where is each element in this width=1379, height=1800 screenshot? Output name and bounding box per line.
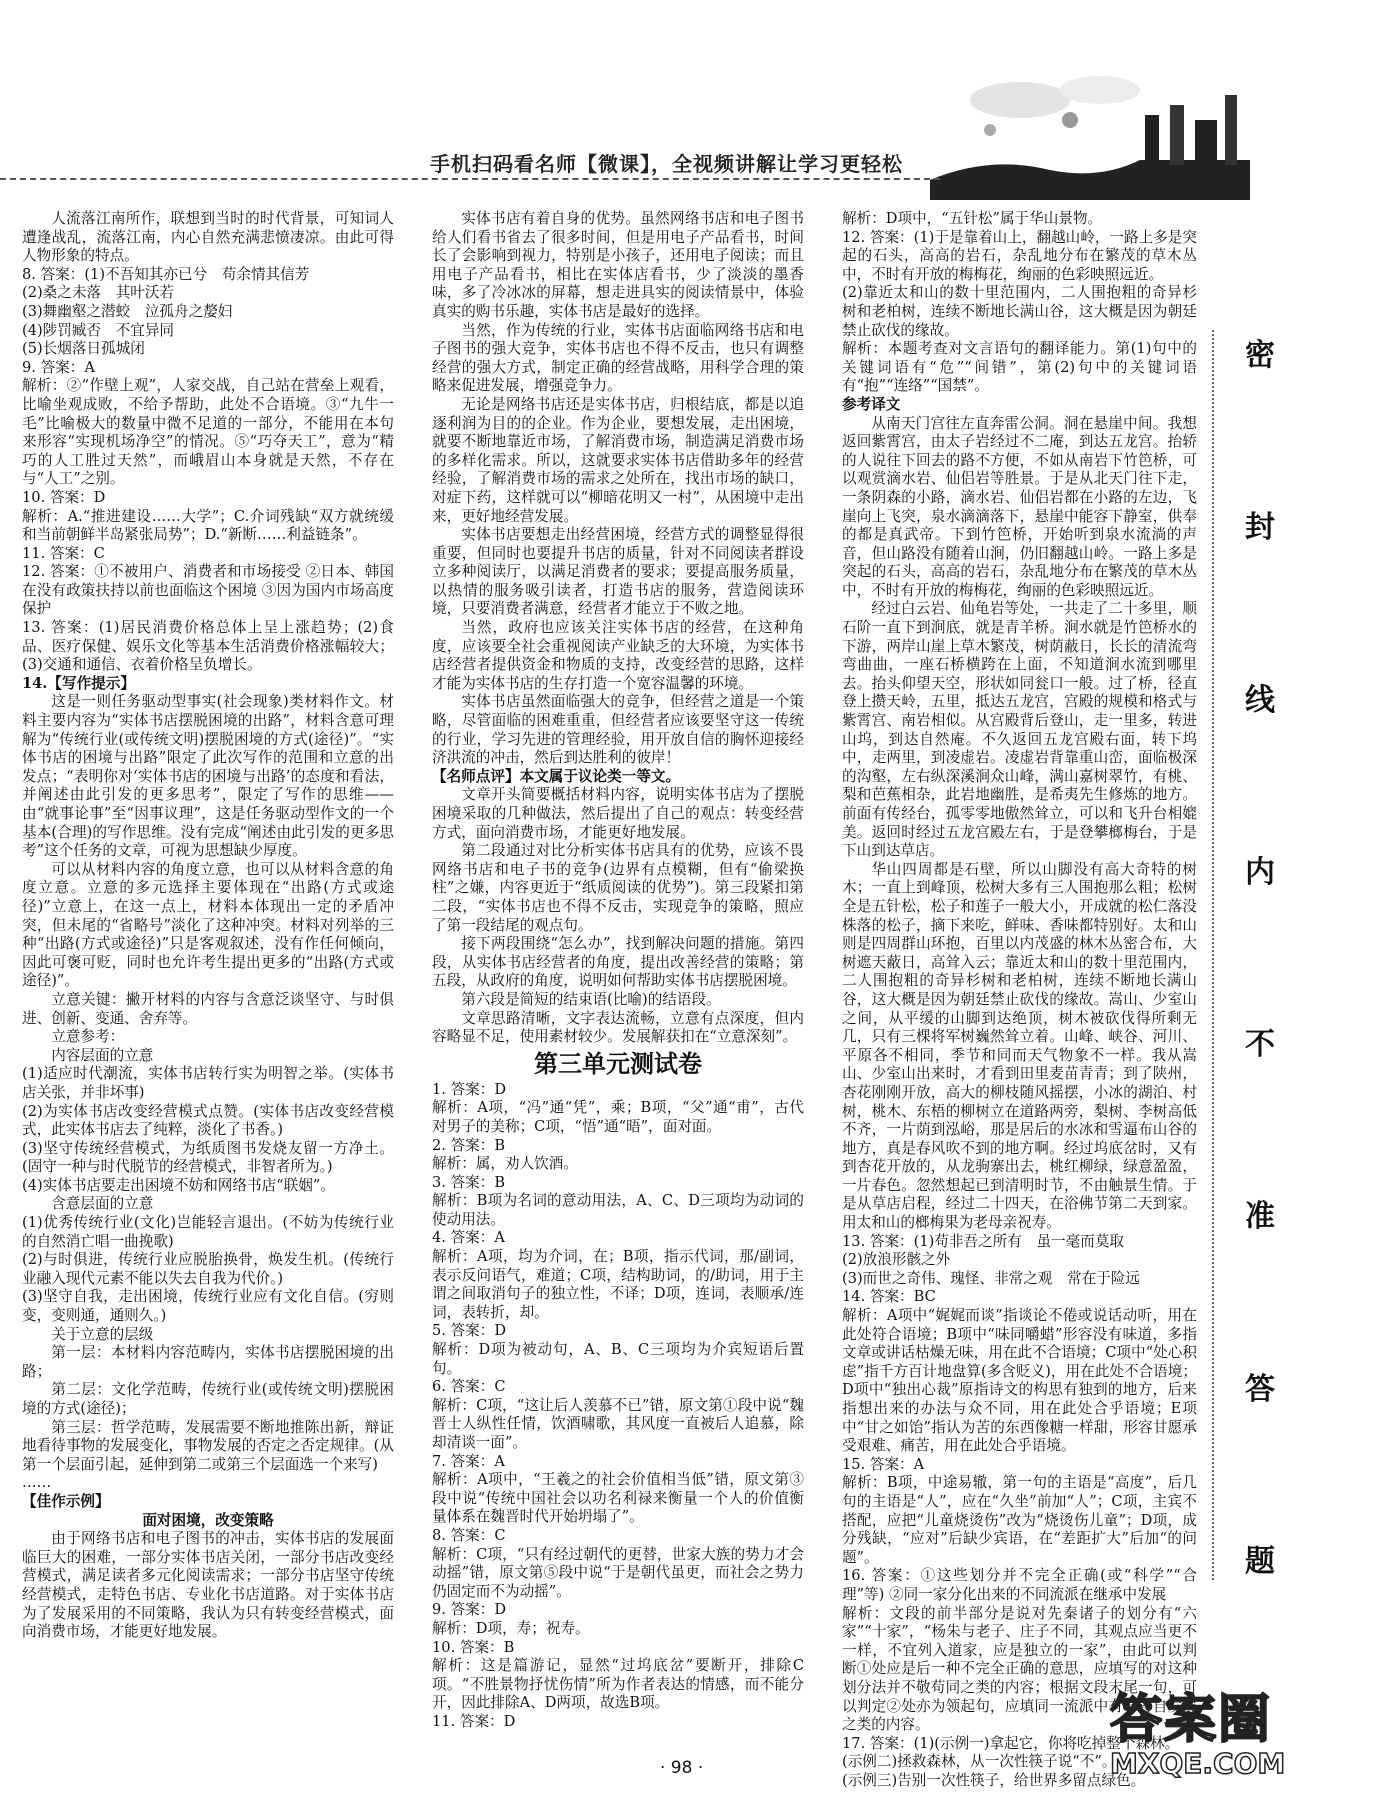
text-paragraph: 实体书店有着自身的优势。虽然网络书店和电子图书给人们看书省去了很多时间，但是用电子产品看书，时间长了会影响到视力，特别是小孩子，还用电子阅读；而且用电子产品看书，相比在实体店看书，少了淡淡的墨香味，多了冷冰冰的屏幕，想走进具实的阅读情景中，体验真实的购书乐趣，实体书店是最好的选择。: [432, 210, 804, 320]
text-paragraph: 第三层：哲学范畴，发展需要不断地推陈出新，辩证地看待事物的发展变化，事物发展的否定之否定规律。(从第一个层面引起，延伸到第二或第三个层面选一个来写): [22, 1418, 394, 1473]
answer-line: 16. 答案：①这些划分并不完全正确(或“科学”“合理”等) ②同一家分化出来的不同流派在继承中发展: [842, 1567, 1197, 1603]
analysis-paragraph: 解析：C项，“这让后人羡慕不已”错，原文第①段中说“魏晋士人纵性任情，饮酒啸歌，其风度一直被后人追慕，除却清谈一面”。: [432, 1396, 804, 1451]
text-paragraph: 接下两段围绕“怎么办”，找到解决问题的措施。第四段，从实体书店经营者的角度，提出改善经营的策略；第五段，从政府的角度，说明如何帮助实体书店摆脱困境。: [432, 935, 804, 990]
answer-line: 10. 答案：B: [432, 1638, 515, 1656]
text-paragraph: 第六段是简短的结束语(比喻)的结语段。: [461, 990, 721, 1008]
analysis-paragraph: 解析：D项为被动句，A、B、C三项均为介宾短语后置句。: [432, 1341, 804, 1377]
seal-line: [1212, 330, 1214, 1580]
analysis-paragraph: 解析：文段的前半部分是说对先秦诸子的划分有“六家”“十家”，“杨朱与老子、庄子不同，其观点应当更不一样，不宜列入道家，应是独立的一家”，由此可以判断①处应是后一种不完全正确的意思，应填写的对这种划分法并不敬苟同之类的内容；根据文段末尾一句，可以判定②处亦为领起句，应填同一流派中有着各自发展之类的内容。: [842, 1604, 1197, 1734]
subheading: 【名师点评】本文属于议论类一等文。: [432, 767, 681, 785]
analysis-paragraph: 解析：D项，寿；祝寿。: [432, 1619, 590, 1637]
section-title: 第三单元测试卷: [534, 1049, 702, 1078]
seal-char: 题: [1245, 1543, 1275, 1579]
answer-line: 1. 答案：D: [432, 1080, 507, 1098]
text-paragraph: (2)放浪形骸之外: [842, 1251, 951, 1269]
seal-char: 准: [1245, 1199, 1275, 1235]
answer-line: 14. 答案：BC: [842, 1288, 936, 1306]
subheading: 14.【写作提示】: [22, 674, 135, 692]
answer-line: 12. 答案：(1)于是靠着山上，翻越山岭，一路上多是突起的石头，高高的岩石，杂乱地分布在繁茂的草木丛中，不时有开放的梅梅花，绚丽的色彩映照远近。: [842, 228, 1197, 283]
text-paragraph: (1)优秀传统行业(文化)岂能轻言退出。(不妨为传统行业的自然消亡唱一曲挽歌): [22, 1214, 394, 1250]
text-paragraph: 人流落江南所作，联想到当时的时代背景，可知词人遭逢战乱，流落江南，内心自然充满悲愤凄凉。由此可得人物形象的特点。: [22, 210, 394, 265]
header-decoration-image: [930, 60, 1250, 200]
analysis-paragraph: 解析：D项中，“五针松”属于华山景物。: [842, 210, 1103, 227]
answer-line: 7. 答案：A: [432, 1452, 505, 1470]
subheading: 参考译文: [842, 395, 901, 413]
seal-char: 答: [1245, 1371, 1275, 1407]
text-paragraph: ……: [22, 1474, 52, 1492]
analysis-paragraph: 解析：B项为名词的意动用法，A、C、D三项均为动词的使动用法。: [432, 1192, 804, 1228]
text-paragraph: (2)与时俱进，传统行业应脱胎换骨，焕发生机。(传统行业融入现代元素不能以失去自我为代价。): [22, 1251, 394, 1287]
answer-line: 11. 答案：D: [432, 1712, 516, 1730]
analysis-paragraph: 解析：这是篇游记，显然“过坞底岔”要断开，排除C项。“不胜景物抒忧伤情”所为作者表达的情感，而不能分开，因此排除A、D两项，故选B项。: [432, 1657, 804, 1712]
answer-line: 11. 答案：C: [22, 544, 105, 562]
seal-char: 封: [1245, 510, 1275, 546]
answer-line: 10. 答案：D: [22, 488, 106, 506]
text-paragraph: 可以从材料内容的角度立意，也可以从材料含意的角度立意。立意的多元选择主要体现在“出路(方式或途径)”立意上，在这一点上，材料本体现出一定的矛盾冲突，但未尾的“省略号”淡化了这种冲突。材料对列举的三种“出路(方式或途径)”只是客观叙述，没有作任何倾向，因此可褒可贬，同时也允许考生提出更多的“出路(方式或途径)”。: [22, 860, 394, 990]
text-paragraph: 立意参考：: [51, 1028, 125, 1046]
text-paragraph: 经过白云岩、仙龟岩等处，一共走了二十多里，顺石阶一直下到涧底，就是青羊桥。涧水就是竹笆桥水的下游，两岸山崖上草木繁茂，树荫蔽日，长长的清流弯弯曲曲，一座石桥横跨在上面，不知道涧水流到哪里去。抬头仰望天空，形状如同瓮口一般。过了桥，径直登上攒天岭，五里，抵达五龙宫，宫殿的规模和格式与紫霄宫、南岩相似。从宫殿背后登山，走一里多，转进山坞，到达自然庵。不久返回五龙宫殿右面，转下坞中，走两里，到凌虚岩。凌虚岩背靠重山峦，面临极深的沟壑，左右纵深溪涧众山峰，满山嘉树翠竹，有桃、梨和芭蕉相杂，此岩地幽胜，是希夷先生修炼的地方。前面有传经台，孤零零地傲然耸立，可以和飞升台相媲美。返回时经过五龙宫殿左右，于是登攀榔梅台，于是下山到达草店。: [842, 600, 1197, 860]
answer-line: 8. 答案：C: [432, 1526, 506, 1544]
text-paragraph: 内容层面的立意: [51, 1046, 154, 1064]
seal-char: 不: [1245, 1027, 1275, 1063]
text-paragraph: (3)坚守传统经营模式，为纸质图书发烧友留一方净土。(固守一种与时代脱节的经营模式，非智者所为。): [22, 1139, 394, 1176]
answer-line: 4. 答案：A: [432, 1229, 505, 1247]
answer-line: 6. 答案：C: [432, 1378, 506, 1396]
text-paragraph: 华山四周都是石壁，所以山脚没有高大奇特的树木；一直上到峰顶，松树大多有三人围抱那么粗；松树全是五针松，松子和莲子一般大小，开成就的松仁落没株落的松子，摘下来吃，鲜味、香味都特别好。太和山则是四周群山环抱，百里以内茂盛的林木丛密合布，大树遮天蔽日，高耸入云；靠近太和山的数十里范围内，二人围抱粗的奇异杉树和老柏树，连续不断地长满山谷，这大概是因为朝廷禁止砍伐的缘故。嵩山、少室山之间，从平缓的山脚到达绝顶，树木被砍伐得所剩无几，只有三棵将军树巍然耸立着。山峰、峡谷、河川、平原各不相同，季节和同而天气物象不一样。我从嵩山、少室山出来时，才看到田里麦苗青青；到了陕州，杏花刚刚开放，高大的柳枝随风摇摆，小冰的湖泊、村树，桃木、东梧的柳树立在道路两旁，梨树、李树高低不齐，一片荫到泓峪，那是居后的水冰和雪逼布山谷的地方，真是春风吹不到的地方啊。经过坞底岔时，又有到杏花开放的，从龙驹寨出去，桃红柳绿，绿意盈盈，一片春色。忽然想起已到清明时节，不由触景生情。于是从草店启程，经过二十四天，在浴佛节第二天到家。用太和山的榔梅果为老母亲祝寿。: [842, 860, 1197, 1232]
page-header: [0, 0, 1379, 210]
text-paragraph: (示例二)拯救森林，从一次性筷子说“不”。: [842, 1753, 1117, 1771]
answer-line: 17. 答案：(1)(示例一)拿起它，你将吃掉整个森林。: [842, 1734, 1180, 1752]
seal-char: 线: [1245, 682, 1275, 718]
header-divider: [0, 178, 940, 180]
analysis-paragraph: 解析：A项中“娓娓而谈”指谈论不倦或说话动听，用在此处符合语境；B项中“味同嚼蜡”形容没有味道，多指文章或讲话枯燥无味，用在此不合语境；C项中“处心积虑”指千方百计地盘算(多含贬义)，用在此处不合语境；D项中“独出心裁”原指诗文的构思有独到的地方，后来指想出来的办法与众不同，用在此处合乎语境；E项中“甘之如饴”指认为苦的东西像糖一样甜，形容甘愿承受艰难、痛苦，用在此处合乎语境。: [842, 1307, 1197, 1455]
answer-line: 15. 答案：A: [842, 1455, 925, 1473]
text-paragraph: 立意关键：撇开材料的内容与含意泛谈坚守、与时俱进、创新、变通、舍弃等。: [22, 990, 394, 1027]
text-paragraph: (2)为实体书店改变经营模式点赞。(实体书店改变经营模式，此实体书店去了纯粹，淡化了书香。): [22, 1102, 394, 1139]
header-tagline: 手机扫码看名师【微课】，全视频讲解让学习更轻松: [430, 152, 903, 176]
text-paragraph: (2)靠近太和山的数十里范围内，二人围抱粗的奇异杉树和老柏树，连续不断地长满山谷，这大概是因为朝廷禁止砍伐的缘故。: [842, 284, 1197, 339]
text-paragraph: 当然，政府也应该关注实体书店的经营，在这种角度，应该要全社会重视阅读产业缺乏的大环境，为实体书店经营者提供资金和物质的支持，改变经营的思路，这样才能为实体书店的生存打造一个宽容温馨的环境。: [432, 619, 804, 692]
analysis-paragraph: 解析：B项，中途易辙，第一句的主语是“高度”，后几句的主语是“人”，应在“久坐”前加“人”；C项，主宾不搭配，应把“儿童烧烫伤”改为“烧烫伤儿童”；D项，成分残缺，“应对”后缺少宾语，在“差距扩大”后加“的问题”。: [842, 1474, 1197, 1566]
text-paragraph: 由于网络书店和电子图书的冲击，实体书店的发展面临巨大的困难，一部分实体书店关闭，一部分书店改变经营模式，满足读者多元化阅读需求；一部分书店坚守传统经营模式，走特色书店、专业化书店道路。对于实体书店为了发展采用的不同策略，我认为只有转变经营模式，面向消费市场，才能更好地发展。: [22, 1530, 394, 1641]
text-paragraph: 实体书店要想走出经营困境，经营方式的调整显得很重要，但同时也要提升书店的质量，针对不同阅读者群设立多种阅读厅，以满足消费者的要求；要提高服务质量，以热情的服务吸引读者，打造书店的服务，营造阅读环境，只要消费者满意，经营者才能立于不败之地。: [432, 526, 804, 618]
text-paragraph: 关于立意的层级: [51, 1325, 154, 1343]
subheading: 【佳作示例】: [22, 1492, 110, 1510]
analysis-paragraph: 解析：A项，均为介词，在；B项，指示代词，那/副词，表示反问语气，难道；C项，结构助词，的/助词，用于主谓之间取消句子的独立性，不译；D项，连词，表顺承/连词，表转折，却。: [432, 1248, 804, 1321]
text-paragraph: (4)实体书店要走出困境不妨和网络书店“联姻”。: [22, 1176, 335, 1194]
answer-line: 9. 答案：A: [22, 358, 95, 376]
text-paragraph: 第二段通过对比分析实体书店具有的优势，应该不畏网络书店和电子书的竞争(边界有点模糊，但有“偷梁换柱”之嫌，内容更近于“纸质阅读的优势”)。第三段紧扣第二段，“实体书店也不得不反击，实现竞争的策略，照应了第一段结尾的观点句。: [432, 842, 804, 934]
text-paragraph: (5)长烟落日孤城闭: [22, 340, 145, 358]
analysis-paragraph: 解析：②“作壁上观”，人家交战，自己站在营垒上观看，比喻坐观成败，不给予帮助，此处不合语境。③“九牛一毛”比喻极大的数量中微不足道的一部分，不能用在本句来形容“实现机场净空”的情况。⑤“巧夺天工”，意为“精巧的人工胜过天然”，而峨眉山本身就是天然，不存在与“人工”之别。: [22, 377, 394, 488]
text-paragraph: (3)舞幽壑之潜蛟 泣孤舟之嫠妇: [22, 302, 233, 320]
analysis-paragraph: 解析：A项中，“王羲之的社会价值相当低”错，原文第③段中说“传统中国社会以功名利禄来衡量一个人的价值衡量体系在魏晋时代开始坍塌了”。: [432, 1471, 804, 1526]
analysis-paragraph: 解析：A项，“冯”通“凭”，乘；B项，“父”通“甫”，古代对男子的美称；C项，“悟”通“晤”，面对面。: [432, 1099, 804, 1135]
analysis-paragraph: 解析：A.“推进建设……大学”；C.介词残缺“双方就统缓和当前朝鲜半岛紧张局势”；D.“新断……利益链条”。: [22, 507, 394, 544]
column-middle: [432, 210, 804, 1740]
text-paragraph: 从南天门宫往左直奔雷公洞。洞在悬崖中间。我想返回紫霄宫，由太子岩经过不二庵，到达五龙宫。抬轿的人说往下回去的路不方便，不如从南岩下竹笆桥，可以观赏滴水岩、仙侣岩等胜景。于是从北天门往下走，一条阴森的小路，滴水岩、仙侣岩都在小路的左边，飞崖向上飞突，泉水滴滴落下，悬崖中能容下静室，供奉的都是真武帝。下到竹笆桥，开始听到泉水流淌的声音，但山路没有随着山涧，仍旧翻越山岭。一路上多是突起的石头，高高的岩石，杂乱地分布在繁茂的草木丛中，不时有开放的梅梅花，绚丽的色彩映照远近。: [842, 414, 1197, 599]
page-number: · 98 ·: [660, 1758, 704, 1778]
answer-line: 13. 答案：(1)居民消费价格总体上呈上涨趋势；(2)食品、医疗保健、娱乐文化等基本生活消费价格涨幅较大；(3)交通和通信、衣着价格呈负增长。: [22, 619, 394, 674]
answer-line: 8. 答案：(1)不吾知其亦已兮 苟余情其信芳: [22, 265, 310, 283]
answer-line: 12. 答案：①不被用户、消费者和市场接受 ②日本、韩国在没有政策扶持以前也面临这个困境 ③因为国内市场高度保护: [22, 563, 394, 618]
text-paragraph: 第二层：文化学范畴，传统行业(或传统文明)摆脱困境的方式(途径)；: [22, 1381, 394, 1417]
seal-char: 内: [1245, 854, 1275, 890]
text-paragraph: (2)桑之未落 其叶沃若: [22, 284, 175, 302]
text-paragraph: 第一层：本材料内容范畴内，实体书店摆脱困境的出路；: [22, 1344, 394, 1380]
text-paragraph: 含意层面的立意: [51, 1195, 154, 1213]
text-paragraph: (3)而世之奇伟、瑰怪、非常之观 常在于险远: [842, 1269, 1140, 1287]
seal-char: 密: [1245, 338, 1275, 373]
text-paragraph: (示例三)告别一次性筷子，给世界多留点绿色。: [842, 1771, 1146, 1789]
watermark-title: 答案圈: [1110, 1690, 1273, 1750]
watermark-logo: [1110, 1692, 1360, 1787]
analysis-paragraph: 解析：本题考查对文言语句的翻译能力。第(1)句中的关键词语有“危”“间错”，第(2)句中的关键词语有“抱”“连络”“国禁”。: [842, 340, 1197, 395]
text-paragraph: (4)陟罚臧否 不宜异同: [22, 321, 175, 339]
analysis-paragraph: 解析：C项，“只有经过朝代的更替，世家大族的势力才会动摇”错，原文第⑤段中说“于是朝代虽更，而社会之势力仍固定而不为动摇”。: [432, 1545, 804, 1600]
column-left: [22, 210, 394, 1740]
text-paragraph: (3)坚守自我，走出困境，传统行业应有文化自信。(穷则变，变则通，通则久。): [22, 1288, 394, 1325]
essay-title: 面对困境，改变策略: [142, 1511, 274, 1529]
answer-line: 2. 答案：B: [432, 1136, 506, 1154]
text-paragraph: 实体书店虽然面临强大的竞争，但经营之道是一个策略，尽管面临的困难重重，但经营者应该要坚守这一传统的行业，学习先进的管理经验，用开放自信的胸怀迎接经济洪流的冲击，然后到达胜利的彼岸！: [432, 693, 804, 767]
answer-line: 9. 答案：D: [432, 1601, 507, 1619]
answer-line: 13. 答案：(1)苟非吾之所有 虽一毫而莫取: [842, 1232, 1125, 1250]
answer-line: 3. 答案：B: [432, 1173, 506, 1191]
answer-line: 5. 答案：D: [432, 1322, 507, 1340]
text-paragraph: 这是一则任务驱动型事实(社会现象)类材料作文。材料主要内容为“实体书店摆脱困境的出路”，材料含意可理解为“传统行业(或传统文明)摆脱困境的方式(途径)”。“实体书店的困境与出路”限定了此次写作的范围和立意的出发点；“表明你对‘实体书店的困境与出路’的态度和看法，并阐述由此引发的更多思考”，限定了写作的思维——由“就事论事”至“因事议理”，这是任务驱动型作文的一个基本(合理)的写作思维。没有完成“阐述由此引发的更多思考”这个任务的文章，可视为思想缺少厚度。: [22, 693, 394, 860]
seal-line-notice: [1230, 330, 1290, 1580]
text-paragraph: 文章开头简要概括材料内容，说明实体书店为了摆脱困境采取的几种做法，然后提出了自己的观点：转变经营方式，面向消费市场，才能更好地发展。: [432, 786, 804, 841]
analysis-paragraph: 解析：属，劝人饮酒。: [432, 1155, 578, 1173]
text-paragraph: 文章思路清晰，文字表达流畅，立意有点深度，但内容略显不足，使用素材较少。发展解获扣在“立意深刻”。: [432, 1009, 804, 1046]
text-paragraph: (1)适应时代潮流，实体书店转行实为明智之举。(实体书店关张，并非坏事): [22, 1065, 394, 1101]
text-paragraph: 当然，作为传统的行业，实体书店面临网络书店和电子图书的强大竞争，实体书店也不得不反击，也只有调整经营的强大方式，制定正确的经营战略，用科学合理的策略来促进发展，增强竞争力。: [432, 321, 804, 395]
text-paragraph: 无论是网络书店还是实体书店，归根结底，都是以追逐利润为目的的企业。作为企业，要想发展，走出困境，就要不断地靠近市场，了解消费市场，制造满足消费市场的多样化需求。所以，这就要求实体书店借助多年的经营经验，了解消费市场的需求之处所在，找出市场的缺口，对症下药，这样就可以“柳暗花明又一村”，从困境中走出来，更好地经营发展。: [432, 395, 804, 525]
watermark-url: MXQE.COM: [1110, 1747, 1286, 1780]
